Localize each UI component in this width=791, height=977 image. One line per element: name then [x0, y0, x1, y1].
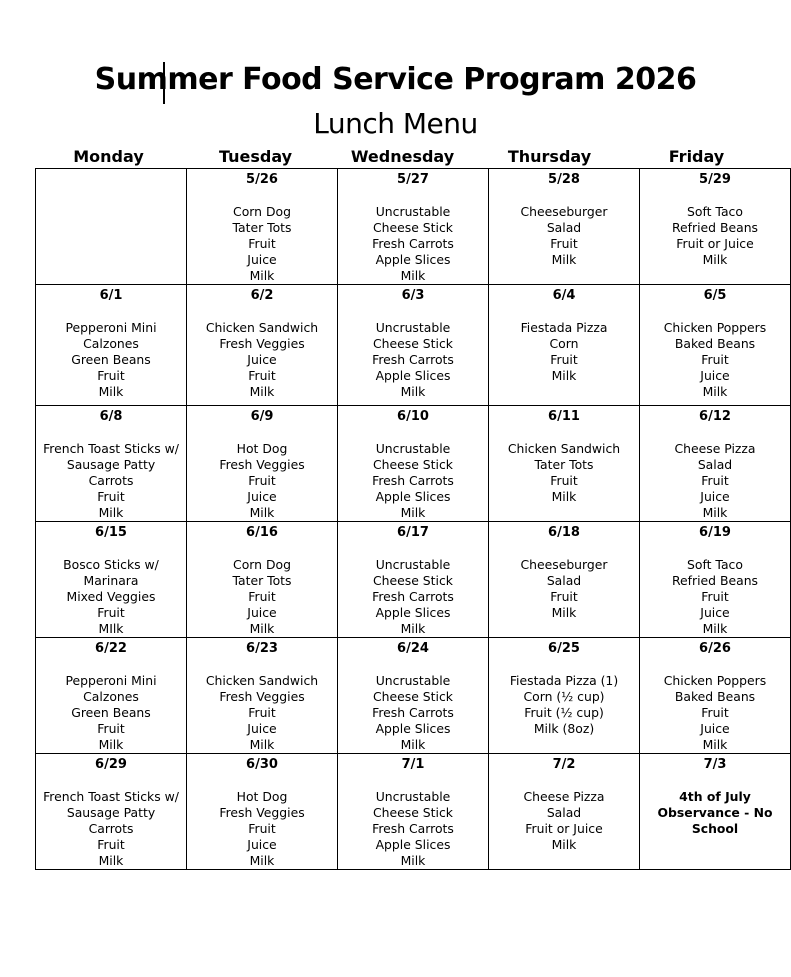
- menu-item: Milk: [702, 621, 728, 636]
- menu-day-cell: [640, 638, 791, 754]
- menu-week-row: [36, 522, 791, 638]
- menu-date: 6/18: [548, 525, 580, 540]
- menu-date: 5/27: [397, 172, 429, 187]
- menu-item: Milk: [249, 384, 275, 399]
- menu-item: Milk: [400, 737, 426, 752]
- menu-week-row: [36, 754, 791, 870]
- menu-item: Refried Beans: [671, 220, 759, 235]
- menu-item: Milk: [249, 505, 275, 520]
- menu-item: Fiestada Pizza: [520, 320, 608, 335]
- menu-date: 6/3: [401, 288, 425, 303]
- menu-item: Fruit: [701, 473, 729, 488]
- menu-item: French Toast Sticks w/: [43, 789, 179, 804]
- menu-date: 6/11: [548, 409, 580, 424]
- menu-item: Milk: [551, 368, 577, 383]
- menu-note: 4th of July Observance - No School: [657, 789, 773, 836]
- menu-item: Milk: [98, 853, 124, 868]
- menu-day-cell: [338, 169, 489, 285]
- menu-week-row: [36, 638, 791, 754]
- menu-date: 6/19: [699, 525, 731, 540]
- menu-date: 6/8: [99, 409, 123, 424]
- menu-item: Fruit: [97, 368, 125, 383]
- menu-date: 6/26: [699, 641, 731, 656]
- menu-item: Uncrustable: [375, 441, 451, 456]
- menu-day-cell: [36, 406, 187, 522]
- day-header-thursday: Thursday: [507, 147, 592, 166]
- menu-date: 7/3: [703, 757, 727, 772]
- menu-item: Fresh Veggies: [219, 689, 305, 704]
- menu-item: Milk: [702, 252, 728, 267]
- menu-item: Pepperoni Mini: [65, 673, 157, 688]
- menu-item: Refried Beans: [671, 573, 759, 588]
- menu-item: Fruit: [550, 589, 578, 604]
- menu-day-cell: [489, 754, 640, 870]
- menu-item: Uncrustable: [375, 320, 451, 335]
- menu-item: Juice: [700, 605, 730, 620]
- menu-date: [38, 172, 184, 188]
- page-subtitle: Lunch Menu: [313, 107, 478, 140]
- menu-day-cell: [36, 169, 187, 285]
- menu-day-cell: [36, 638, 187, 754]
- menu-item: Cheese Stick: [373, 573, 453, 588]
- menu-item: Milk: [249, 621, 275, 636]
- menu-day-cell: [338, 285, 489, 406]
- menu-item: Milk: [702, 384, 728, 399]
- menu-item: Fruit: [550, 473, 578, 488]
- menu-day-cell: [36, 754, 187, 870]
- menu-item: Fresh Carrots: [372, 473, 454, 488]
- menu-item: Salad: [546, 220, 582, 235]
- menu-item: Soft Taco: [687, 204, 743, 219]
- menu-item: Fresh Carrots: [372, 236, 454, 251]
- menu-date: 6/10: [397, 409, 429, 424]
- menu-item: Cheese Pizza: [674, 441, 756, 456]
- menu-item: Milk: [249, 737, 275, 752]
- menu-day-cell: [640, 285, 791, 406]
- menu-date: 6/16: [246, 525, 278, 540]
- menu-item: Fruit: [701, 705, 729, 720]
- menu-item: Milk: [400, 505, 426, 520]
- menu-day-cell: [489, 522, 640, 638]
- menu-day-cell: [489, 406, 640, 522]
- day-header-wednesday: Wednesday: [350, 147, 455, 166]
- menu-item: Fruit: [248, 236, 276, 251]
- menu-item: Corn: [549, 336, 579, 351]
- menu-item: Fresh Carrots: [372, 352, 454, 367]
- menu-item: Cheese Stick: [373, 689, 453, 704]
- menu-item: Fruit: [550, 352, 578, 367]
- menu-item: Juice: [247, 489, 277, 504]
- menu-item: Carrots: [88, 821, 134, 836]
- menu-item: Fresh Veggies: [219, 336, 305, 351]
- menu-item: Juice: [247, 605, 277, 620]
- menu-date: 6/9: [250, 409, 274, 424]
- menu-item: Sausage Patty: [66, 805, 156, 820]
- menu-item: Pepperoni Mini: [65, 320, 157, 335]
- menu-day-cell: [338, 522, 489, 638]
- menu-item: Milk: [400, 853, 426, 868]
- menu-item: Milk: [400, 384, 426, 399]
- menu-item: Milk: [551, 252, 577, 267]
- menu-day-cell: [187, 169, 338, 285]
- menu-date: 6/25: [548, 641, 580, 656]
- menu-item: Milk: [702, 505, 728, 520]
- menu-item: Hot Dog: [236, 789, 288, 804]
- menu-item: Apple Slices: [375, 605, 451, 620]
- menu-item: Fresh Veggies: [219, 805, 305, 820]
- menu-date: 6/4: [552, 288, 576, 303]
- menu-item: Fresh Carrots: [372, 589, 454, 604]
- menu-item: Uncrustable: [375, 789, 451, 804]
- menu-item: Milk: [249, 268, 275, 283]
- menu-day-cell: [338, 754, 489, 870]
- menu-item: Uncrustable: [375, 673, 451, 688]
- menu-item: Fruit: [97, 489, 125, 504]
- menu-date: 6/22: [95, 641, 127, 656]
- menu-item: Corn Dog: [233, 557, 291, 572]
- menu-date: 6/30: [246, 757, 278, 772]
- menu-item: Calzones: [83, 336, 139, 351]
- menu-item: Salad: [697, 457, 733, 472]
- menu-item: Uncrustable: [375, 557, 451, 572]
- menu-day-cell: [338, 638, 489, 754]
- menu-item: Fruit (½ cup): [524, 705, 604, 720]
- menu-day-cell: [36, 522, 187, 638]
- menu-day-cell: [36, 285, 187, 406]
- menu-item: Cheese Stick: [373, 805, 453, 820]
- menu-day-cell: [187, 754, 338, 870]
- menu-item: Milk (8oz): [533, 721, 595, 736]
- menu-date: 5/26: [246, 172, 278, 187]
- menu-item: Marinara: [83, 573, 139, 588]
- menu-item: Fruit: [248, 821, 276, 836]
- menu-date: 5/28: [548, 172, 580, 187]
- menu-item: Baked Beans: [674, 689, 756, 704]
- menu-day-cell: [187, 285, 338, 406]
- menu-item: Juice: [700, 368, 730, 383]
- menu-item: Cheeseburger: [520, 204, 608, 219]
- menu-item: Chicken Sandwich: [507, 441, 621, 456]
- menu-day-cell: [640, 522, 791, 638]
- menu-week-row: [36, 169, 791, 285]
- menu-day-cell: [489, 638, 640, 754]
- menu-date: 6/12: [699, 409, 731, 424]
- menu-item: French Toast Sticks w/: [43, 441, 179, 456]
- menu-item: Fiestada Pizza (1): [509, 673, 619, 688]
- menu-day-cell: [187, 406, 338, 522]
- page-title: Summer Food Service Program 2026: [94, 62, 697, 97]
- menu-item: Fruit: [97, 721, 125, 736]
- menu-item: Milk: [551, 605, 577, 620]
- menu-item: Fruit: [97, 605, 125, 620]
- menu-day-cell: [338, 406, 489, 522]
- menu-item: Bosco Sticks w/: [63, 557, 159, 572]
- menu-item: Cheeseburger: [520, 557, 608, 572]
- menu-item: Chicken Poppers: [663, 320, 767, 335]
- menu-item: Calzones: [83, 689, 139, 704]
- menu-item: Juice: [247, 252, 277, 267]
- menu-item: Milk: [551, 837, 577, 852]
- menu-item: Fruit: [248, 368, 276, 383]
- menu-date: 6/2: [250, 288, 274, 303]
- menu-date: 6/5: [703, 288, 727, 303]
- menu-item: Fruit: [248, 589, 276, 604]
- menu-item: Cheese Pizza: [523, 789, 605, 804]
- menu-item: Fresh Veggies: [219, 457, 305, 472]
- menu-item: MIlk: [98, 621, 124, 636]
- menu-item: Fruit: [97, 837, 125, 852]
- menu-week-row: [36, 285, 791, 406]
- menu-item: Fruit: [248, 705, 276, 720]
- menu-item: Apple Slices: [375, 252, 451, 267]
- menu-day-cell: [640, 754, 791, 870]
- menu-item: Juice: [700, 721, 730, 736]
- menu-date: 6/24: [397, 641, 429, 656]
- menu-date: 6/29: [95, 757, 127, 772]
- menu-day-cell: [640, 169, 791, 285]
- menu-item: Cheese Stick: [373, 457, 453, 472]
- menu-item: Corn Dog: [233, 204, 291, 219]
- menu-item: Tater Tots: [534, 457, 594, 472]
- menu-item: Milk: [98, 384, 124, 399]
- menu-item: Milk: [551, 489, 577, 504]
- menu-item: Milk: [98, 737, 124, 752]
- menu-item: Milk: [249, 853, 275, 868]
- menu-week-row: [36, 406, 791, 522]
- menu-item: Fruit or Juice: [676, 236, 754, 251]
- menu-item: Fruit: [248, 473, 276, 488]
- menu-date: 7/1: [401, 757, 425, 772]
- menu-item: Salad: [546, 573, 582, 588]
- menu-item: Apple Slices: [375, 368, 451, 383]
- menu-item: Fruit: [550, 236, 578, 251]
- menu-item: Milk: [400, 268, 426, 283]
- menu-item: Milk: [400, 621, 426, 636]
- day-header-friday: Friday: [668, 147, 725, 166]
- menu-item: Mixed Veggies: [66, 589, 156, 604]
- menu-calendar: [35, 168, 791, 870]
- menu-item: Juice: [247, 352, 277, 367]
- menu-item: Apple Slices: [375, 837, 451, 852]
- menu-date: 5/29: [699, 172, 731, 187]
- menu-item: Chicken Sandwich: [205, 673, 319, 688]
- menu-item: Chicken Sandwich: [205, 320, 319, 335]
- menu-item: Fruit or Juice: [525, 821, 603, 836]
- menu-item: Cheese Stick: [373, 220, 453, 235]
- menu-item: Fruit: [701, 589, 729, 604]
- menu-item: Fruit: [701, 352, 729, 367]
- menu-item: Corn (½ cup): [523, 689, 605, 704]
- menu-item: Baked Beans: [674, 336, 756, 351]
- menu-day-cell: [489, 169, 640, 285]
- day-header-monday: Monday: [73, 147, 144, 166]
- menu-item: Milk: [98, 505, 124, 520]
- menu-item: Green Beans: [71, 705, 151, 720]
- menu-item: Hot Dog: [236, 441, 288, 456]
- menu-item: Soft Taco: [687, 557, 743, 572]
- menu-day-cell: [640, 406, 791, 522]
- menu-item: Green Beans: [71, 352, 151, 367]
- menu-day-cell: [489, 285, 640, 406]
- menu-item: Uncrustable: [375, 204, 451, 219]
- menu-date: 7/2: [552, 757, 576, 772]
- menu-item: Apple Slices: [375, 721, 451, 736]
- menu-item: Juice: [247, 721, 277, 736]
- menu-date: 6/17: [397, 525, 429, 540]
- menu-date: 6/1: [99, 288, 123, 303]
- menu-date: 6/15: [95, 525, 127, 540]
- menu-item: Salad: [546, 805, 582, 820]
- menu-item: Tater Tots: [232, 573, 292, 588]
- menu-item: Juice: [247, 837, 277, 852]
- menu-day-cell: [187, 522, 338, 638]
- menu-item: Carrots: [88, 473, 134, 488]
- menu-item: Milk: [702, 737, 728, 752]
- day-header-tuesday: Tuesday: [218, 147, 293, 166]
- menu-date: 6/23: [246, 641, 278, 656]
- menu-item: Chicken Poppers: [663, 673, 767, 688]
- menu-item: Fresh Carrots: [372, 705, 454, 720]
- menu-item: Juice: [700, 489, 730, 504]
- menu-item: Apple Slices: [375, 489, 451, 504]
- menu-day-cell: [187, 638, 338, 754]
- menu-item: Cheese Stick: [373, 336, 453, 351]
- menu-item: Fresh Carrots: [372, 821, 454, 836]
- menu-item: Sausage Patty: [66, 457, 156, 472]
- menu-item: Tater Tots: [232, 220, 292, 235]
